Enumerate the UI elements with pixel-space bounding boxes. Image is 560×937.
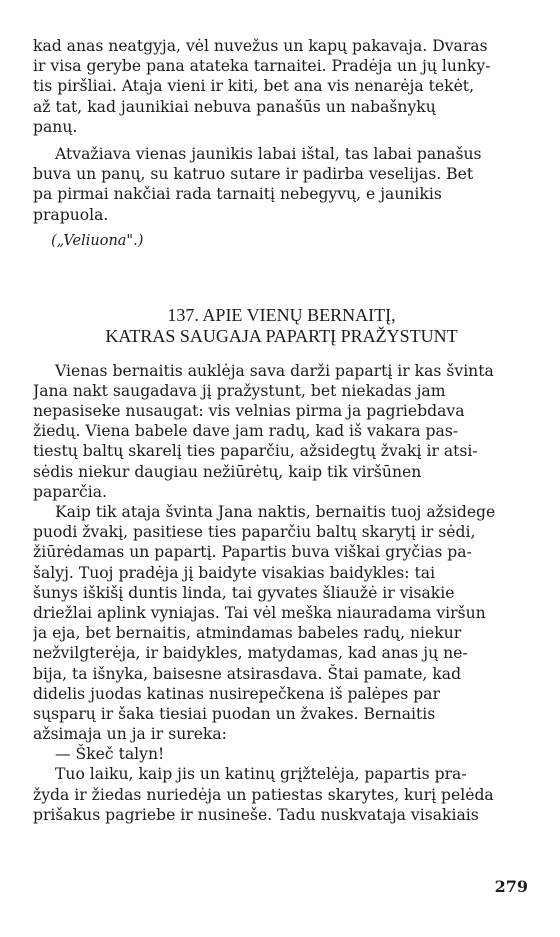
text-line: žiūrėdamas un papartį. Papartis buva viškai gryčias pa- [33, 543, 472, 562]
text-line: sųsparų ir šaka tiesiai puodan un žvakes. Bernaitis [33, 704, 436, 723]
text-line: až tat, kad jaunikiai nebuva panašūs un nabašnykų [33, 97, 436, 116]
paragraph [33, 764, 530, 825]
text-line: šalyj. Tuoj pradėja jį baidyte visakias baidykles: tai [33, 563, 436, 582]
heading-line-1: 137. APIE VIENŲ BERNAITĮ, [167, 304, 396, 325]
text-line: Atvažiava vienas jaunikis labai ištal, tas labai panašus [55, 144, 482, 163]
text-line: prapuola. [33, 205, 109, 224]
text-line: ir visa gerybe pana atateka tarnaitei. Pradėja un jų lunky- [33, 57, 491, 76]
text-line: — Škeč talyn! [55, 745, 165, 764]
story-text [33, 361, 530, 825]
text-line: Vienas bernaitis auklėja sava darži papartį ir kas švinta [55, 361, 494, 380]
text-line: pa pirmai nakčiai rada tarnaitį nebegyvų, e jaunikis [33, 185, 442, 204]
text-line: šunys iškišį duntis linda, tai gyvates šliaužė ir visakie [33, 583, 455, 602]
text-line: tiestų baltų skarelį ties paparčiu, ažsidegtų žvakį ir atsi- [33, 442, 478, 461]
text-line: nepasiseke nusaugat: vis velnias pirma ja pagriebdava [33, 402, 465, 421]
text-line: tis piršliai. Ataja vieni ir kiti, bet ana vis nenarėja tekėt, [33, 77, 475, 96]
text-line: driežlai aplink vyniajas. Tai vėl meška niauradama viršun [33, 603, 486, 622]
text-line: ja eja, bet bernaitis, atmindamas babeles radų, niekur [33, 624, 462, 643]
text-line: didelis juodas katinas nusirepečkena iš palėpes par [33, 684, 440, 703]
text-line: Jana nakt saugadava jį pražystunt, bet niekadas jam [33, 381, 446, 400]
heading-line-2: KATRAS SAUGAJA PAPARTĮ PRAŽYSTUNT [105, 325, 458, 346]
text-line: buva un panų, su katruo sutare ir padirba veselijas. Bet [33, 165, 474, 184]
text-line: paparčia. [33, 482, 107, 501]
text-line: žiedų. Viena babele dave jam radų, kad iš vakara pas- [33, 422, 459, 441]
source-note: („Veliuona".) [51, 232, 144, 249]
paragraph-top-2 [33, 144, 530, 225]
paragraph [33, 361, 530, 502]
text-line: panų. [33, 117, 78, 136]
story-heading [33, 305, 530, 347]
page-number: 279 [494, 877, 528, 896]
text-line: puodi žvakį, pasitiese ties paparčiu baltų skarytį ir sėdi, [33, 523, 476, 542]
page-body [33, 36, 530, 825]
text-line: nežvilgterėja, ir baidykles, matydamas, kad anas jų ne- [33, 644, 468, 663]
text-line: žyda ir žiedas nuriedėja un patiestas skarytes, kurį pelėda [33, 785, 494, 804]
text-line: prišakus pagriebe ir nusineše. Tadu nuskvataja visakiais [33, 805, 479, 824]
text-line: kad anas neatgyja, vėl nuvežus un kapų pakavaja. Dvaras [33, 37, 488, 55]
text-line: Kaip tik ataja švinta Jana naktis, bernaitis tuoj ažsidege [55, 503, 496, 521]
text-line: ažsimaja un ja ir sureka: [33, 725, 227, 744]
paragraph-dialogue [33, 744, 530, 764]
paragraph [33, 502, 530, 744]
text-line: bija, ta išnyka, baisesne atsirasdava. Štai pamate, kad [33, 664, 462, 683]
text-line: Tuo laiku, kaip jis un katinų grįžtelėja, papartis pra- [55, 765, 467, 784]
paragraph-top-1 [33, 36, 530, 137]
text-line: sėdis niekur daugiau nežiūrėtų, kaip tik viršūnen [33, 462, 422, 481]
